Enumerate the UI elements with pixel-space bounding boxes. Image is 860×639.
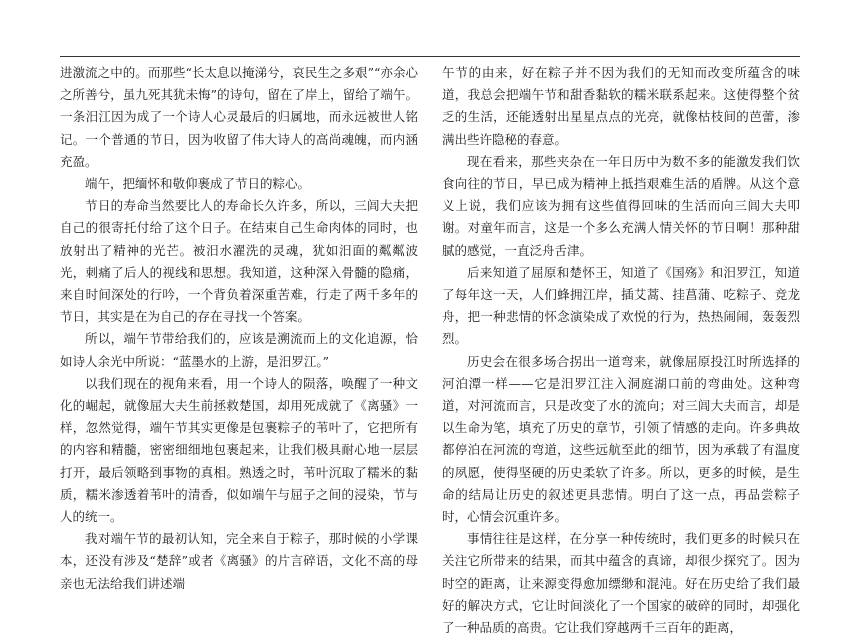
header-rule: [60, 56, 800, 57]
paragraph: 节日的寿命当然要比人的寿命长久许多，所以，三闾大夫把自己的很寄托付给了这个日子。在结束自己生命肉体的同时，也放射出了精神的光芒。被汨水濯洗的灵魂，犹如汨面的粼粼波光，刺痛了后人的视线和思想。我知道，这种深入骨髓的隐痛，来自时间深处的行吟，一个背负着深重苦难，行走了两千多年的节日，其实是在为自己的存在寻找一个答案。: [60, 198, 418, 325]
paragraph: 午节的由来，好在粽子并不因为我们的无知而改变所蕴含的味道，我总会把端午节和甜香黏软的糯米联系起来。这使得整个贫乏的生活，还能透射出星星点点的光亮，就像枯枝间的芭蕾，渗满出些许隐秘的春意。: [442, 65, 800, 147]
paragraph: 我对端午节的最初认知，完全来自于粽子，那时候的小学课本，还没有涉及“楚辞”或者《离骚》的片言碎语，文化不高的母亲也无法给我们讲述端: [60, 531, 418, 591]
paragraph: 端午，把缅怀和敬仰裹成了节日的粽心。: [85, 176, 311, 192]
paragraph: 进激流之中的。而那些“长太息以掩涕兮，哀民生之多艰”“亦余心之所善兮，虽九死其犹未悔”的诗句，留在了岸上，留给了端午。一条汨江因为成了一个诗人心灵最后的归属地，而永远被世人铭记。一个普通的节日，因为收留了伟大诗人的高尚魂魄，而内涵充盈。: [60, 65, 418, 169]
paragraph: 历史会在很多场合拐出一道弯来，就像屈原投江时所选择的河泊潭一样——它是汨罗江注入洞庭湖口前的弯曲处。这种弯道，对河流而言，只是改变了水的流向；对三闾大夫而言，却是以生命为笔，填充了历史的章节，引领了情感的走向。许多典故都停泊在河流的弯道，这些远航至此的细节，因为承载了有温度的夙愿，使得坚硬的历史柔软了许多。所以，更多的时候，是生命的结局让历史的叙述更具悲情。明白了这一点，再品尝粽子时，心情会沉重许多。: [442, 353, 800, 525]
paragraph: 事情往往是这样，在分享一种传统时，我们更多的时候只在关注它所带来的结果，而其中蕴含的真谛，却很少探究了。因为时空的距离，让来源变得愈加缥缈和混沌。好在历史给了我们最好的解决方式，它让时间淡化了一个国家的破碎的同时，却强化了一种品质的高贵。它让我们穿越两千三百年的距离，: [442, 531, 800, 636]
paragraph: 所以，端午节带给我们的，应该是溯流而上的文化追源，恰如诗人余光中所说：“蓝墨水的上游，是汨罗江。”: [60, 331, 418, 369]
paragraph: 以我们现在的视角来看，用一个诗人的陨落，唤醒了一种文化的崛起，就像屈大夫生前拯救楚国，却用死成就了《离骚》一样，忽然觉得，端午节其实更像是包裹粽子的苇叶了，它把所有的内容和精髓，密密细细地包裹起来，让我们极具耐心地一层层打开，最后领略到事物的真相。熟透之时，苇叶沉取了糯米的黏质，糯米渗透着苇叶的清香，似如端午与屈子之间的浸染，节与人的统一。: [60, 375, 418, 525]
paragraph: 现在看来，那些夹杂在一年日历中为数不多的能激发我们饮食向往的节日，早已成为精神上抵挡艰难生活的盾牌。从这个意义上说，我们应该为拥有这些值得回味的生活而向三闾大夫叩谢。对童年而言，这是一个多么充满人情关怀的节日啊！那种甜腻的感觉，一直泛舟舌津。: [442, 153, 800, 258]
paragraph: 后来知道了屈原和楚怀王，知道了《国殇》和汨罗江，知道了每年这一天，人们蜂拥江岸，插艾蒿、挂菖蒲、吃粽子、竞龙舟，把一种悲情的怀念演染成了欢悦的行为，热热闹闹，轰轰烈烈。: [442, 264, 800, 347]
left-column: [60, 62, 418, 595]
right-column: [442, 62, 800, 639]
